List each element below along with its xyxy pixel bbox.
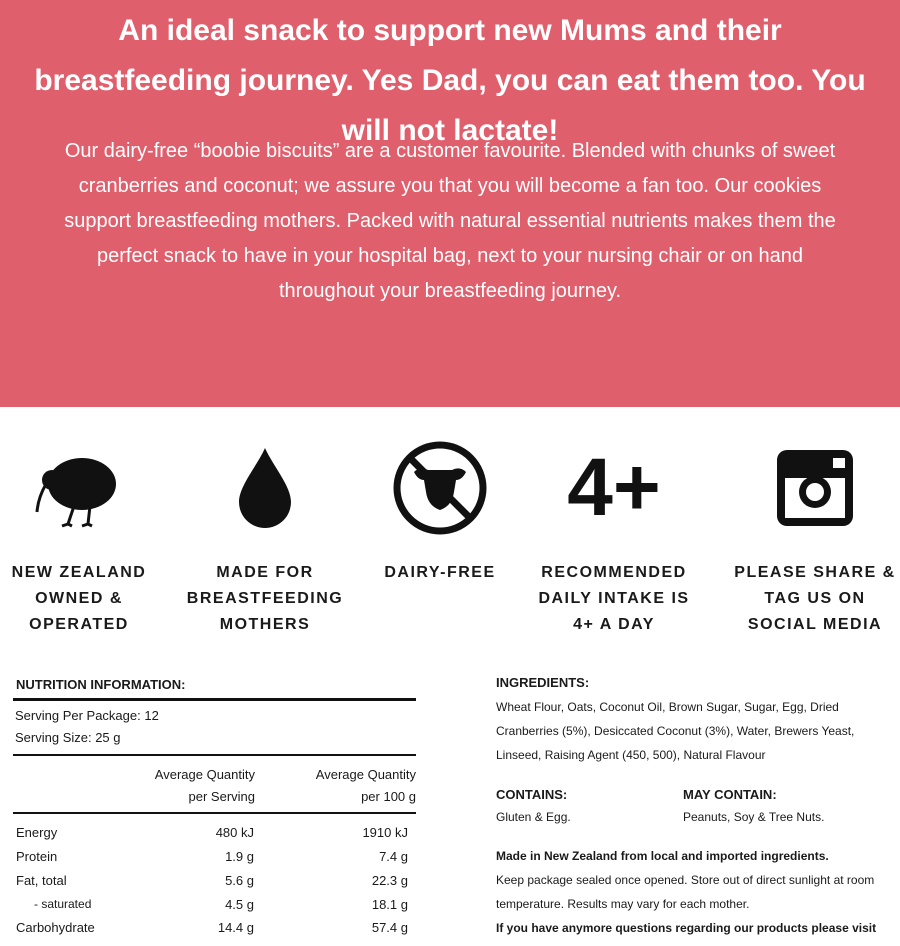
feature-label: RECOMMENDED DAILY INTAKE IS 4+ A DAY bbox=[538, 564, 690, 633]
divider bbox=[13, 754, 416, 756]
feature-label: MADE FOR BREASTFEEDING MOTHERS bbox=[186, 564, 344, 633]
servings-per-package: Serving Per Package: 12 bbox=[15, 708, 159, 723]
feature-breastfeeding bbox=[177, 440, 353, 638]
instagram-camera-icon bbox=[727, 440, 900, 536]
kiwi-bird-icon bbox=[0, 440, 167, 536]
nutrition-row: Energy 480 kJ 1910 kJ bbox=[16, 825, 408, 840]
nutrition-row: Carbohydrate 14.4 g 57.4 g bbox=[16, 920, 408, 935]
nutrition-row: Protein 1.9 g 7.4 g bbox=[16, 849, 408, 864]
may-contain-title: MAY CONTAIN: bbox=[683, 787, 777, 802]
four-plus-icon: 4+ bbox=[567, 442, 661, 533]
contains-text: Gluten & Egg. bbox=[496, 810, 571, 824]
feature-daily-intake bbox=[526, 440, 702, 638]
storage-instructions: Keep package sealed once opened. Store out of direct sunlight at room temperature. Results may vary for each mother. bbox=[496, 873, 875, 911]
feature-label: PLEASE SHARE & TAG US ON SOCIAL MEDIA bbox=[734, 564, 896, 633]
made-in-nz: Made in New Zealand from local and imported ingredients. bbox=[496, 849, 829, 863]
nutrition-row: - saturated 4.5 g 18.1 g bbox=[34, 897, 408, 912]
ingredients-text: Wheat Flour, Oats, Coconut Oil, Brown Sugar, Sugar, Egg, Dried Cranberries (5%), Desiccated Coconut (3%), Water, Brewers Yeast, Linseed, Raising Agent (450, 500), Natural Flavour bbox=[496, 700, 855, 762]
serving-size: Serving Size: 25 g bbox=[15, 730, 121, 745]
feature-label: DAIRY-FREE bbox=[384, 564, 496, 581]
column-header-per-100g: Average Quantity per 100 g bbox=[315, 767, 416, 804]
no-dairy-cow-icon bbox=[352, 440, 528, 536]
divider bbox=[13, 698, 416, 701]
nutrition-title: NUTRITION INFORMATION: bbox=[16, 677, 186, 692]
hero-banner bbox=[0, 0, 900, 407]
hero-title: An ideal snack to support new Mums and their breastfeeding journey. Yes Dad, you can eat them too. You will not lactate! bbox=[34, 14, 866, 147]
divider bbox=[13, 812, 416, 814]
milk-drop-icon bbox=[177, 440, 353, 536]
hero-description: Our dairy-free “boobie biscuits” are a customer favourite. Blended with chunks of sweet cranberries and coconut; we assure you that you will become a fan too. Our cookies support breastfeeding mothers. Packed with natural essential nutrients makes them the perfect snack to have in your hospital bag, next to your nursing chair or on hand throughout your breastfeeding journey. bbox=[64, 140, 836, 302]
feature-nz-owned bbox=[0, 440, 167, 638]
feature-social-media bbox=[727, 440, 900, 638]
contains-title: CONTAINS: bbox=[496, 787, 568, 802]
questions-text: If you have anymore questions regarding our products please visit bbox=[496, 921, 877, 935]
may-contain-text: Peanuts, Soy & Tree Nuts. bbox=[683, 810, 825, 824]
feature-dairy-free bbox=[352, 440, 528, 586]
feature-label: NEW ZEALAND OWNED & OPERATED bbox=[11, 564, 147, 633]
ingredients-title: INGREDIENTS: bbox=[496, 675, 590, 690]
column-header-per-serving: Average Quantity per Serving bbox=[154, 767, 255, 804]
nutrition-row: Fat, total 5.6 g 22.3 g bbox=[16, 873, 408, 888]
